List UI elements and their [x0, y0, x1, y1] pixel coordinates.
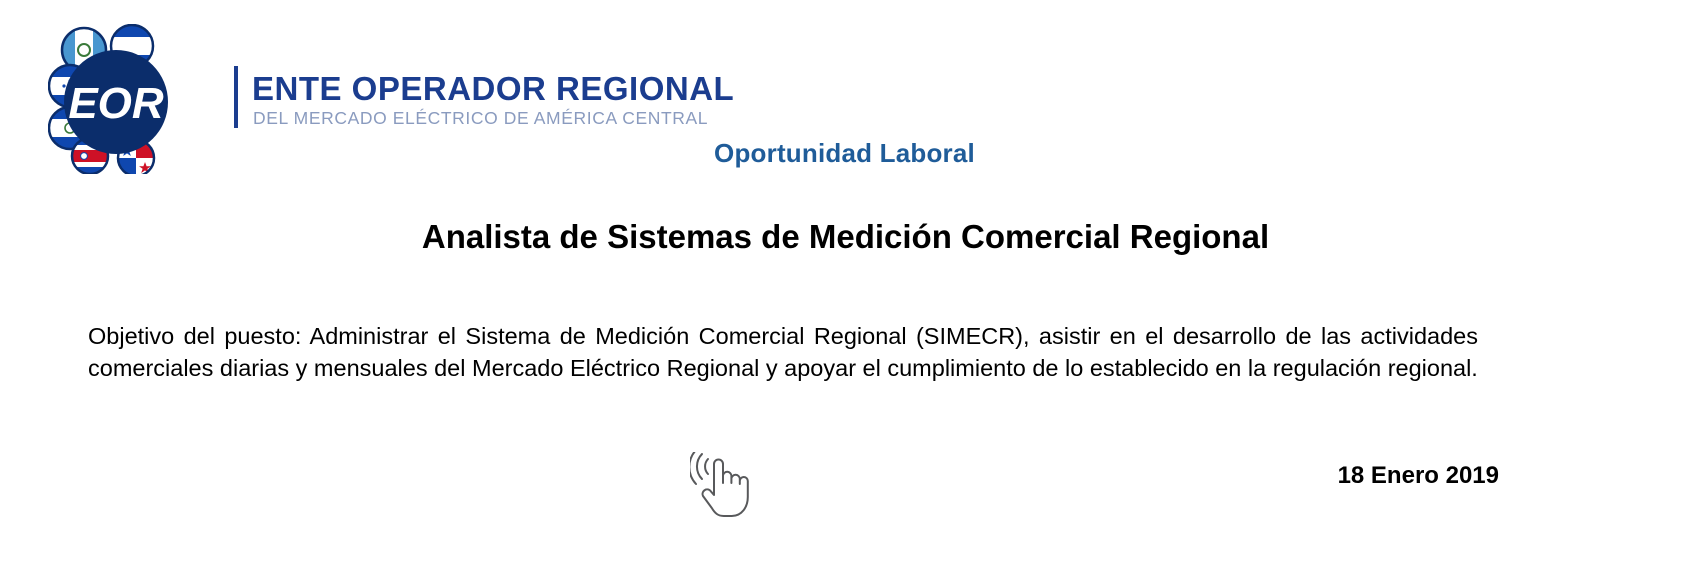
publication-date: 18 Enero 2019 [1337, 462, 1499, 489]
svg-text:EOR: EOR [68, 79, 164, 128]
job-objective-paragraph: Objetivo del puesto: Administrar el Sistema de Medición Comercial Regional (SIMECR), asistir en el desarrollo de las actividades comerciales diarias y mensuales del Mercado Eléctrico Regional y apoyar el cumplimiento de lo establecido en la regulación regional. [88, 322, 1478, 381]
organization-subtitle: DEL MERCADO ELÉCTRICO DE AMÉRICA CENTRAL [253, 108, 709, 128]
page-title-text: Analista de Sistemas de Medición Comercial Regional [421, 218, 1270, 255]
logo-divider [234, 66, 238, 128]
document-subtitle [0, 138, 1701, 169]
page-title [0, 218, 1701, 256]
hand-click-cursor-icon [690, 452, 756, 522]
organization-name: ENTE OPERADOR REGIONAL [252, 70, 735, 107]
document-subtitle-text: Oportunidad Laboral [714, 138, 975, 168]
